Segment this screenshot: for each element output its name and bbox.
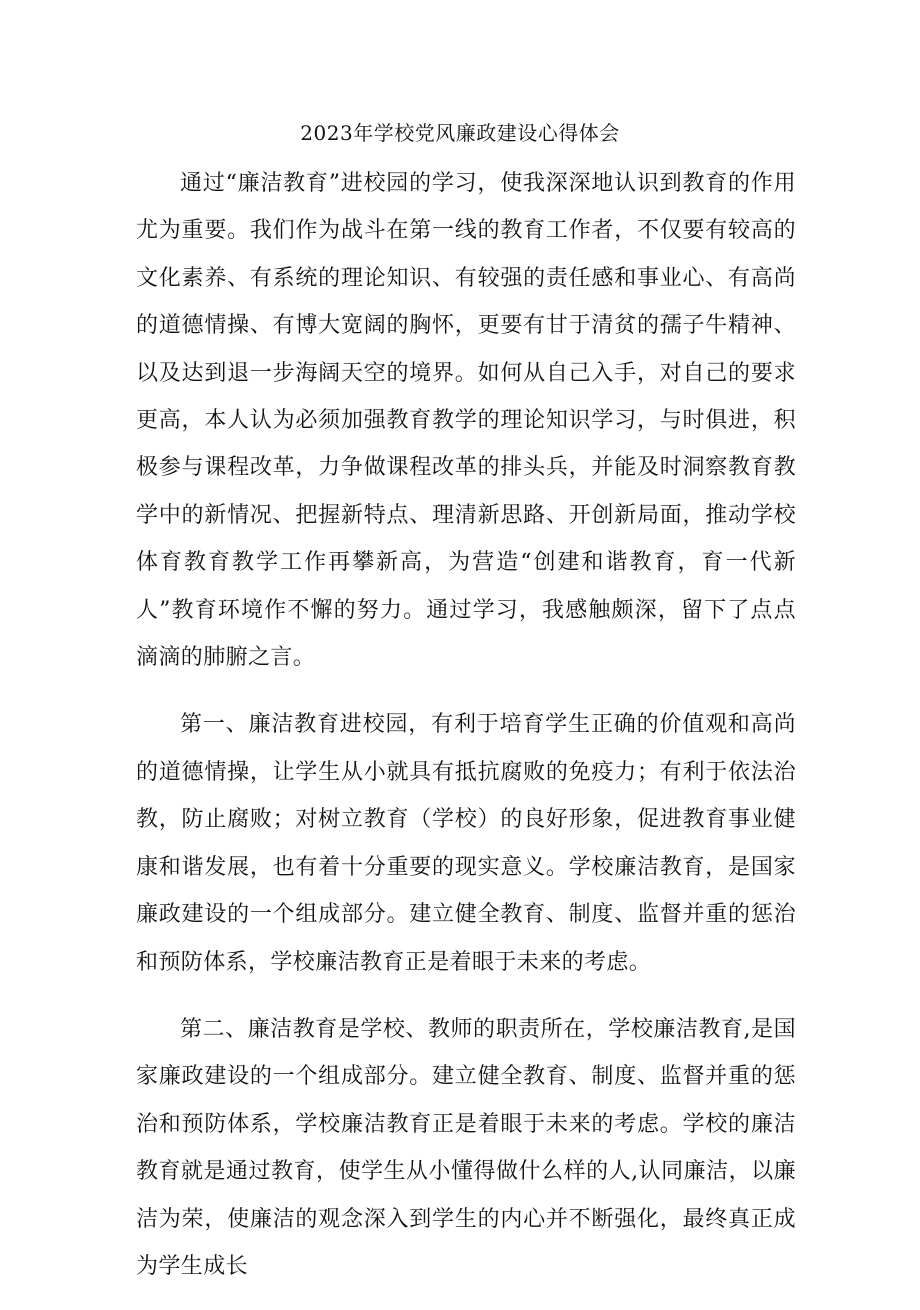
document-body: [136, 160, 796, 1310]
paragraph-second-point: 第二、廉洁教育是学校、教师的职责所在，学校廉洁教育,是国家廉政建设的一个组成部分。建立健全教育、制度、监督并重的惩治和预防体系，学校廉洁教育正是着眼于未来的考虑。学校的廉洁教育就是通过教育，使学生从小懂得做什么样的人,认同廉洁，以廉洁为荣，使廉洁的观念深入到学生的内心并不断强化，最终真正成为学生成长: [136, 1016, 796, 1279]
paragraph-intro: 通过“廉洁教育”进校园的学习，使我深深地认识到教育的作用尤为重要。我们作为战斗在第一线的教育工作者，不仅要有较高的文化素养、有系统的理论知识、有较强的责任感和事业心、有高尚的道德情操、有博大宽阔的胸怀，更要有甘于清贫的孺子牛精神、以及达到退一步海阔天空的境界。如何从自己入手，对自己的要求更高，本人认为必须加强教育教学的理论知识学习，与时俱进，积极参与课程改革，力争做课程改革的排头兵，并能及时洞察教育教学中的新情况、把握新特点、理清新思路、开创新局面，推动学校体育教育教学工作再攀新高，为营造“创建和谐教育，育一代新人”教育环境作不懈的努力。通过学习，我感触颇深，留下了点点滴滴的肺腑之言。: [136, 171, 796, 671]
document-title: 2023年学校党风廉政建设心得体会: [300, 121, 620, 145]
paragraph-first-point: 第一、廉洁教育进校园，有利于培育学生正确的价值观和高尚的道德情操，让学生从小就具有抵抗腐败的免疫力；有利于依法治教，防止腐败；对树立教育（学校）的良好形象，促进教育事业健康和谐发展，也有着十分重要的现实意义。学校廉洁教育，是国家廉政建设的一个组成部分。建立健全教育、制度、监督并重的惩治和预防体系，学校廉洁教育正是着眼于未来的考虑。: [136, 712, 796, 975]
